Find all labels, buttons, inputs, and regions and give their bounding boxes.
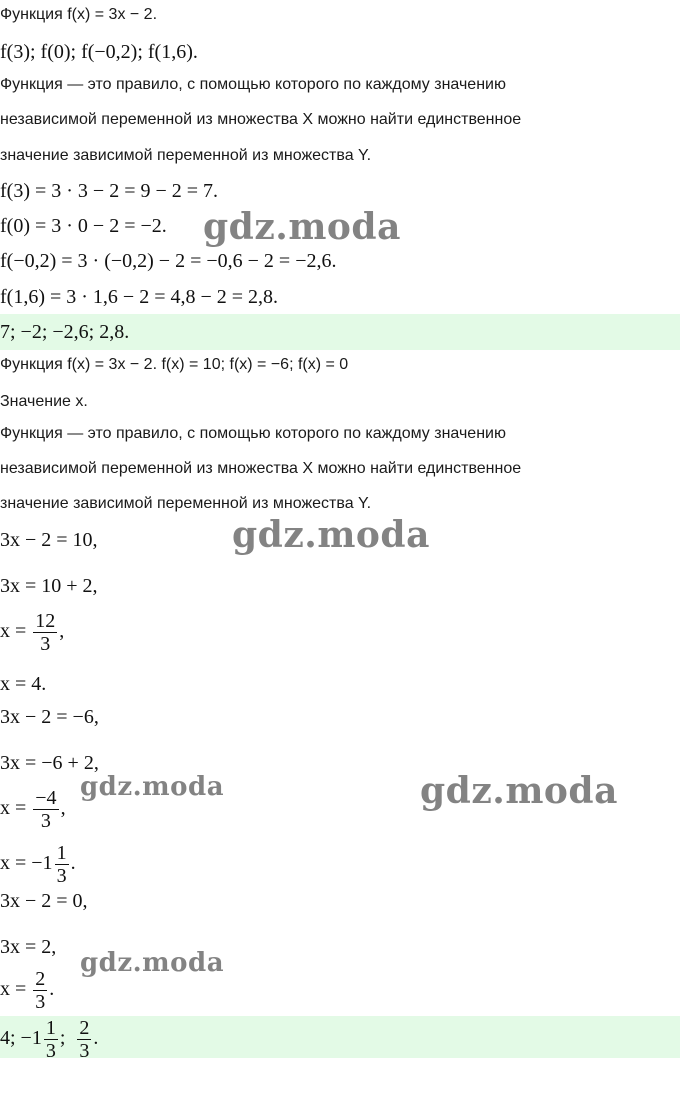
calc-f16: f(1,6) = 3 · 1,6 − 2 = 4,8 − 2 = 2,8. [0,286,279,308]
definition-line-2: независимой переменной из множества X можно найти единственное [0,111,522,128]
eq3-step1: 3x − 2 = 0, [0,890,88,912]
answer-2: 4; −1 $\frac{1}{3}$ ; $\frac{2}{3}$ . [0,1017,99,1062]
task-1-items: f(3); f(0); f(−0,2); f(1,6). [0,41,198,63]
calc-f0: f(0) = 3 · 0 − 2 = −2. [0,215,167,237]
eq3-result: x = $\frac{2}{3}$ . [0,968,55,1013]
eq1-step3: x = $\frac{12}{3}$ , [0,610,65,655]
eq2-result: x = −1 $\frac{1}{3}$ . [0,842,76,887]
fraction: $\frac{2}{3}$ [79,1017,90,1062]
eq2-step1: 3x − 2 = −6, [0,706,99,728]
definition2-line-1: Функция — это правило, с помощью которого по каждому значению [0,425,506,442]
fraction: $\frac{1}{3}$ [45,1017,56,1062]
task-1-text: Функция f(x) = 3x − 2. [0,6,158,23]
watermark: gdz.moda [80,772,225,802]
calc-f-neg02: f(−0,2) = 3 · (−0,2) − 2 = −0,6 − 2 = −2,6. [0,250,337,272]
eq1-result: x = 4. [0,673,47,695]
task-2-sub: Значение x. [0,393,88,410]
definition2-line-2: независимой переменной из множества X можно найти единственное [0,460,522,477]
fraction: $\frac{-4}{3}$ [35,787,57,832]
definition-line-1: Функция — это правило, с помощью которого по каждому значению [0,76,506,93]
fraction: $\frac{2}{3}$ [35,968,46,1013]
calc-f3: f(3) = 3 · 3 − 2 = 9 − 2 = 7. [0,180,219,202]
fraction: $\frac{1}{3}$ [56,842,67,887]
fraction: $\frac{12}{3}$ [35,610,56,655]
eq1-step2: 3x = 10 + 2, [0,575,98,597]
watermark: gdz.moda [232,514,430,556]
watermark: gdz.moda [420,770,618,812]
watermark: gdz.moda [203,206,401,248]
eq2-step2: 3x = −6 + 2, [0,752,99,774]
watermark: gdz.moda [80,948,225,978]
eq3-step2: 3x = 2, [0,936,57,958]
task-2-text: Функция f(x) = 3x − 2. f(x) = 10; f(x) = −6; f(x) = 0 [0,356,349,373]
answer-1: 7; −2; −2,6; 2,8. [0,321,130,343]
definition2-line-3: значение зависимой переменной из множества Y. [0,495,372,512]
eq1-step1: 3x − 2 = 10, [0,529,98,551]
answer-highlight-2 [0,1016,680,1058]
eq2-step3: x = $\frac{-4}{3}$ , [0,787,66,832]
definition-line-3: значение зависимой переменной из множества Y. [0,147,372,164]
